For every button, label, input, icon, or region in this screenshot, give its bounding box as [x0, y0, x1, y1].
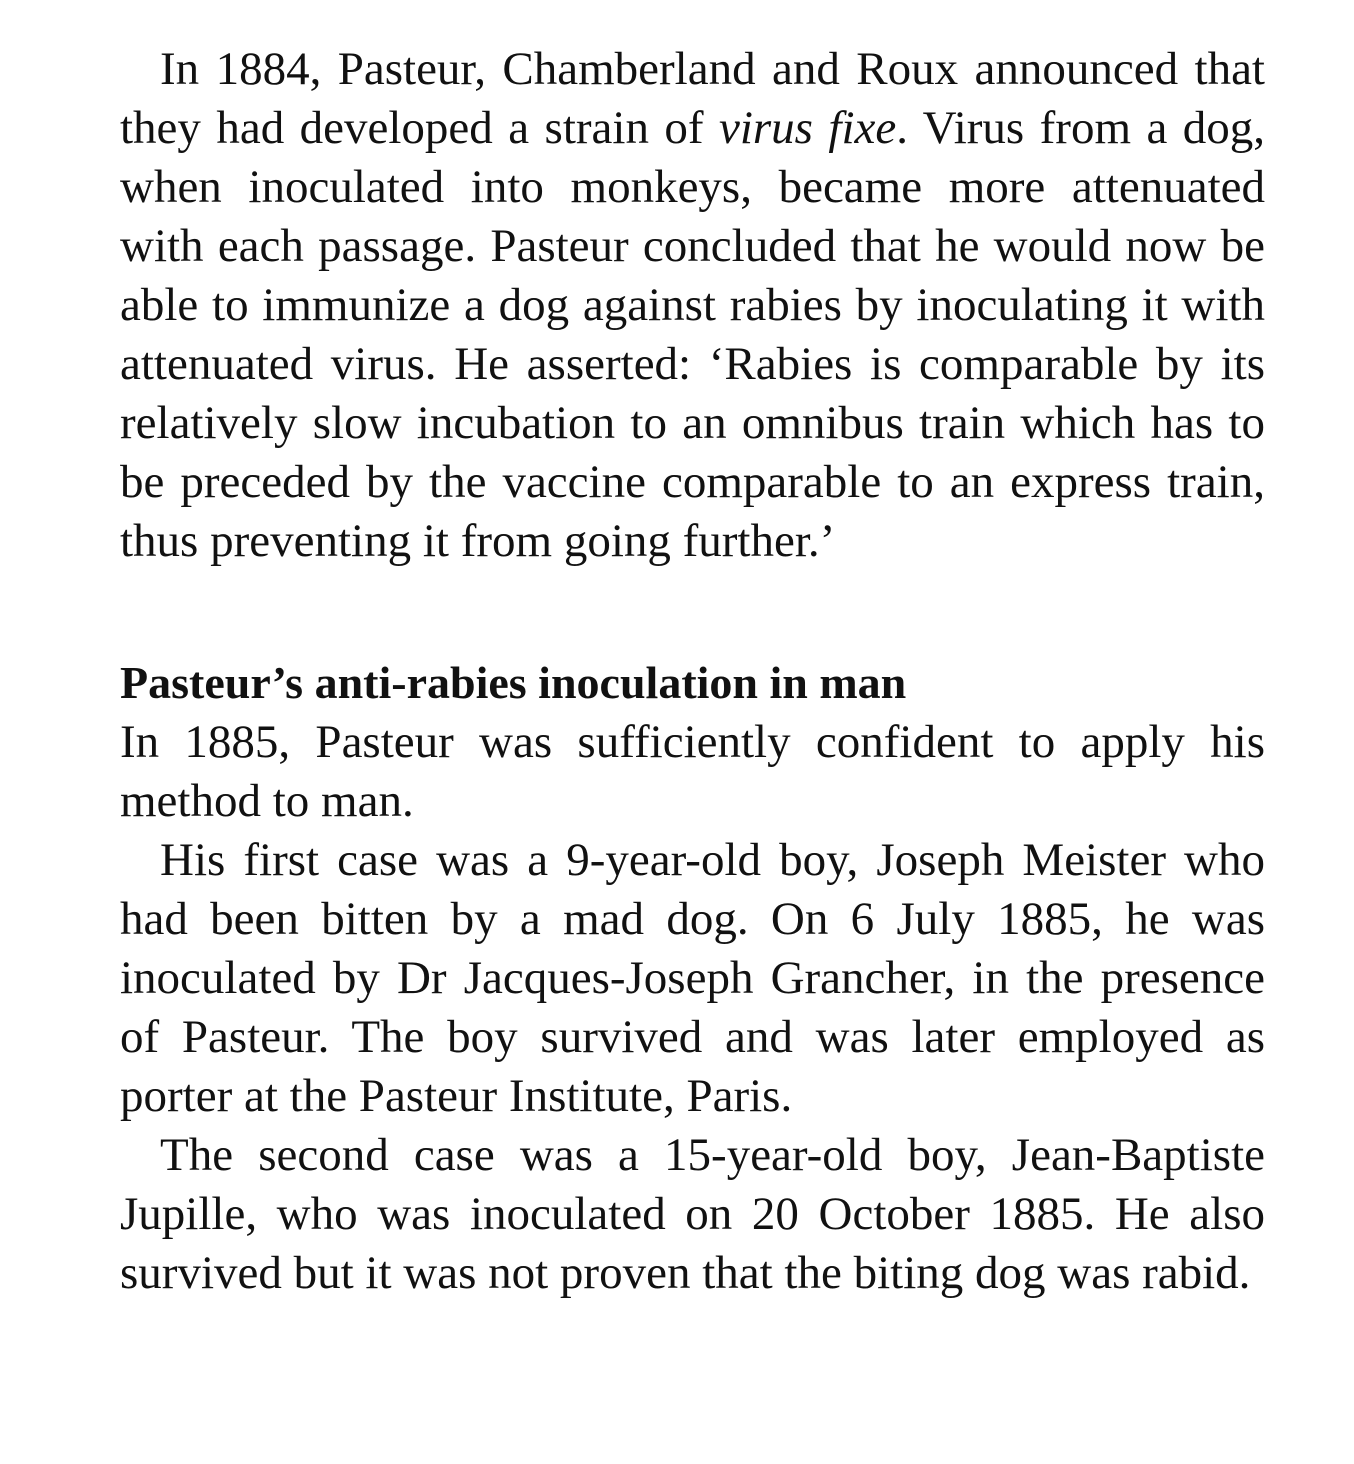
document-page [120, 40, 1265, 1303]
italic-term-virus-fixe: virus fixe [718, 102, 897, 154]
paragraph-1884-announcement [120, 40, 1265, 571]
paragraph-1-text-start: In 1884, Pasteur, Chamberland and Roux announced that they had developed a strain of [120, 43, 1265, 154]
paragraph-1885-confidence: In 1885, Pasteur was sufficiently confident to apply his method to man. [120, 716, 1265, 827]
section-heading: Pasteur’s anti-rabies inoculation in man [120, 657, 907, 708]
paragraph-1-text-end: . Virus from a dog, when inoculated into monkeys, became more attenuated with each passage. Pasteur concluded that he would now be able to immunize a dog against rabies by inoculating it with attenuated virus. He asserted: ‘Rabies is comparable by its relatively slow incubation to an omnibus train which has to be preceded by the vaccine comparable to an express train, thus preventing it from going further.’ [120, 102, 1265, 567]
paragraph-second-case: The second case was a 15-year-old boy, Jean-Baptiste Jupille, who was inoculated on 20 October 1885. He also survived but it was not proven that the biting dog was rabid. [120, 1129, 1265, 1299]
paragraph-first-case: His first case was a 9-year-old boy, Joseph Meister who had been bitten by a mad dog. On 6 July 1885, he was inoculated by Dr Jacques-Joseph Grancher, in the presence of Pasteur. The boy survived and was later employed as porter at the Pasteur Institute, Paris. [120, 834, 1265, 1122]
